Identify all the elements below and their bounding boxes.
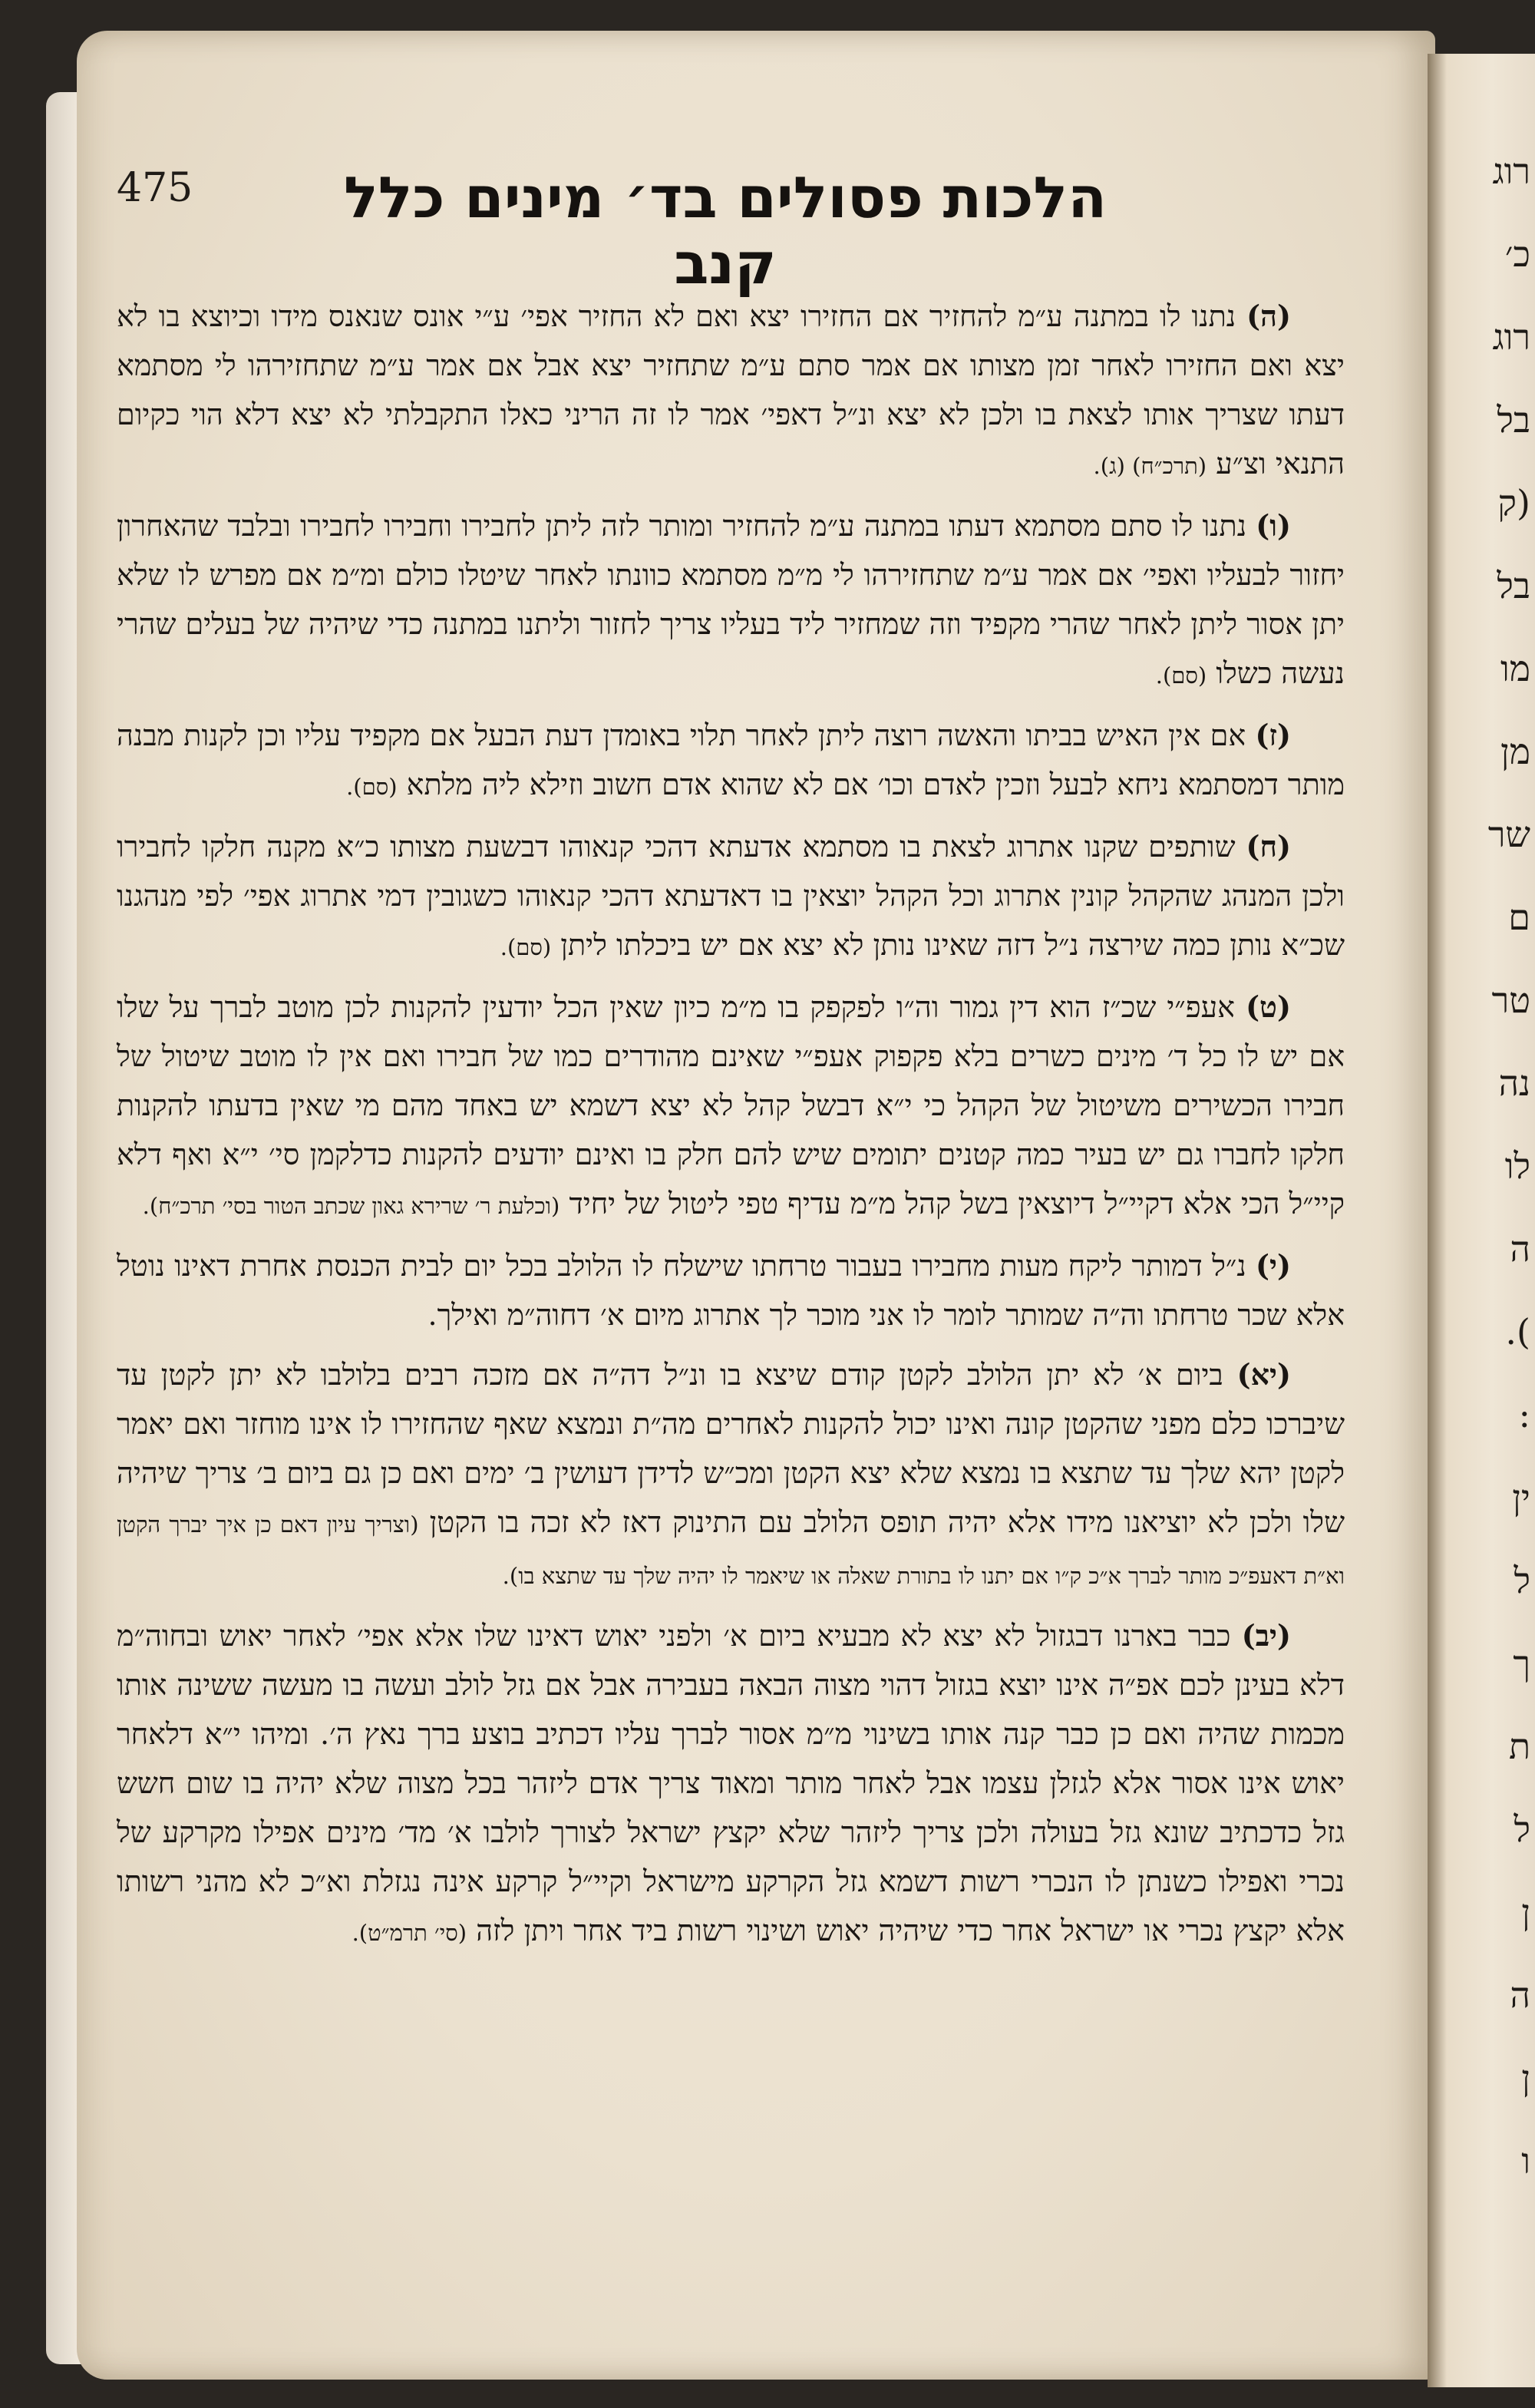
paragraph-mark: (יב) [1241, 1618, 1291, 1653]
paragraph-mark: (י) [1256, 1248, 1291, 1283]
facing-page-fragment: טר [1491, 979, 1530, 1021]
facing-page-fragment: מן [1500, 731, 1530, 772]
facing-page-edge [1428, 54, 1535, 2387]
facing-page-fragment: כ׳ [1504, 233, 1530, 275]
facing-page-fragment: בל [1497, 399, 1530, 441]
paragraph [117, 822, 1345, 972]
facing-page-fragment: (ק [1497, 482, 1530, 524]
paragraph-text: נ״ל דמותר ליקח מעות מחבירו בעבור טרחתו שישלח לו הלולב בכל יום לבית הכנסת אחרת דאינו נוטל אלא שכר טרחתו וה״ה שמותר לומר לו אני מוכר לך אתרוג מיום א׳ דחוה״מ ואילך. [117, 1249, 1345, 1332]
facing-page-fragment: ם [1508, 897, 1530, 938]
facing-page-fragment: שר [1487, 814, 1530, 855]
paragraph-text: נתנו לו סתם מסתמא דעתו במתנה ע״מ להחזיר ומותר לזה ליתן לחבירו וחבירו לחבירו ובלבד שהאחרון יחזור לבעליו ואפי׳ אם אמר ע״מ שתחזירהו לי מ״מ מסתמא כוונתו לאחר שיטלו כולם ומ״מ אם מפרש לו שלא יתן אסור ליתן לאחר שהרי מקפיד וזה שמחזיר ליד בעליו צריך לחזור וליתנו במתנה כדי שיהיה של בעלים שהרי נעשה כשלו [117, 509, 1345, 690]
facing-page-fragment: ך [1513, 1643, 1530, 1684]
paragraph-mark: (יא) [1236, 1357, 1291, 1392]
facing-page-fragment: ין [1512, 1477, 1530, 1518]
paragraph-mark: (ט) [1246, 989, 1291, 1024]
paragraph-mark: (ז) [1255, 718, 1291, 752]
facing-page-fragment: רוג [1492, 316, 1530, 358]
paragraph-text: אעפ״י שכ״ז הוא דין גמור וה״ו לפקפק בו מ״מ כיון שאין הכל יודעין להקנות לכן מוטב לברך על שלו אם יש לו כל ד׳ מינים כשרים בלא פקפוק אעפ״י שאינם מהודרים כמו של חבירו ואם אין לו מוטב שיטול של חבירו הכשירים משיטול של הקהל כי י״א דבשל קהל לא יצא דשמא יש באחד מהם מי שאין בדעתו להקנות חלקו לחברו גם יש בעיר כמה קטנים יתומים שיש להם חלק בו ואינם יודעים להקנות כדלקמן סי׳ י״א ואף דלא קיי״ל הכי אלא דקיי״ל דיוצאין בשל קהל מ״מ עדיף טפי ליטול של יחיד [117, 990, 1345, 1221]
facing-page-fragment: רוג [1492, 150, 1530, 192]
running-head: הלכות פסולים בד׳ מינים כלל קנב [343, 165, 1108, 297]
source-note: (סם). [1155, 662, 1207, 689]
facing-page-fragment: ל [1514, 1560, 1530, 1601]
facing-page-fragment: לו [1504, 1145, 1530, 1187]
facing-page-fragment: ל [1514, 1808, 1530, 1850]
paragraph [117, 1350, 1345, 1600]
source-note: (סם). [500, 934, 552, 960]
page-number: 475 [117, 165, 193, 211]
facing-page-fragment: ן [1521, 1891, 1530, 1933]
paragraph-text: אם אין האיש בביתו והאשה רוצה ליתן לאחר תלוי באומדן דעת הבעל אם מקפיד עליו וכן לקנות מבנה מותר דמסתמא ניחא לבעל וזכין לאדם וכו׳ אם לא שהוא אדם חשוב וזילא ליה מלתא [117, 718, 1345, 801]
facing-page-fragment: ו [1521, 2140, 1530, 2182]
facing-page-fragment: ). [1505, 1311, 1530, 1353]
paragraph-mark: (ו) [1256, 508, 1291, 543]
paragraph [117, 711, 1345, 811]
source-note: (סם). [346, 774, 398, 800]
paragraph-text: שותפים שקנו אתרוג לצאת בו מסתמא אדעתא דהכי קנאוהו דבשעת מצותו כ״א מקנה חלקו לחבירו ולכן המנהג שהקהל קונין אתרוג וכל הקהל יוצאין בו דאדעתא דהכי קנאוהו כשגובין דמי אתרוג אפי׳ לפי מנהגנו שכ״א נותן כמה שירצה נ״ל דזה שאינו נותן לא יצא אם יש ביכלתו ליתן [117, 830, 1345, 962]
paragraph-text: נתנו לו במתנה ע״מ להחזיר אם החזירו יצא ואם לא החזיר אפי׳ ע״י אונס שנאנס מידו וכיוצא בו לא יצא ואם החזירו לאחר זמן מצותו אם אמר סתם ע״מ שתחזיר יצא אבל אם אמר ע״מ שתחזירהו לי מסתמא דעתו שצריך אותו לצאת בו ולכן לא יצא ונ״ל דאפי׳ אמר לו זה הריני כאלו התקבלתי לא יצא דלא הוי כקיום התנאי וצ״ע [117, 299, 1345, 481]
source-note: (וצריך עיון דאם כן איך יברך הקטן וא״ת דאעפ״כ מותר לברך א״כ ק״ו אם יתנו לו בתורת שאלה או שיאמר לו יהיה שלך עד שתצא בו). [117, 1511, 1345, 1589]
facing-page-fragment: נה [1498, 1062, 1530, 1104]
paragraph-text: ביום א׳ לא יתן הלולב לקטן קודם שיצא בו ונ״ל דה״ה אם מזכה רבים בלולבו לא יתן לקטן עד שיברכו כלם מפני שהקטן קונה ואינו יכול להקנות לאחרים מה״ת ונמצא שאף שהחזירו לו אינו מוחזר ואם יאמר לקטן יהא שלך עד שתצא בו נמצא שלא יצא הקטן ומכ״ש לדידן דעושין ב׳ ימים ואם כן גם ביום ב׳ צריך שיהיה שלו ולכן לא יוציאנו מידו אלא יהיה תופס הלולב עם התינוק דאז לא זכה בו הקטן [117, 1358, 1345, 1539]
facing-page-fragment: ה [1510, 1974, 1530, 2016]
facing-page-fragment: ה [1510, 1228, 1530, 1270]
paragraph-mark: (ח) [1246, 829, 1291, 864]
facing-page-fragment: : [1518, 1394, 1530, 1435]
facing-page-fragment: בל [1497, 565, 1530, 606]
source-note: (תרכ״ח) (ג). [1093, 453, 1207, 479]
source-note: (וכלעת ר׳ שרירא גאון שכתב הטור בסי׳ תרכ״ח). [142, 1193, 560, 1219]
facing-page-fragment: מו [1500, 648, 1530, 689]
paragraph [117, 501, 1345, 700]
paragraph [117, 983, 1345, 1230]
paragraph [117, 292, 1345, 491]
paragraph [117, 1611, 1345, 1957]
source-note: (סי׳ תרמ״ט). [352, 1920, 467, 1946]
paragraph-mark: (ה) [1246, 299, 1291, 333]
paragraph [117, 1241, 1345, 1339]
body-text [117, 292, 1345, 1968]
paragraph-text: כבר בארנו דבגזול לא יצא לא מבעיא ביום א׳ ולפני יאוש דאינו שלו אלא אפי׳ לאחר יאוש ובחוה״מ דלא בעינן לכם אפ״ה אינו יוצא בגזול דהוי מצוה הבאה בעבירה אבל אם גזל לולב ועשה בו מעשה ששינה אותו מכמות שהיה ואם כן כבר קנה אותו בשינוי מ״מ אסור לברך עליו דכתיב בוצע ברך נאץ ה׳. ומיהו י״א דלאחר יאוש אינו אסור אלא לגזלן עצמו אבל לאחר מותר ומאוד צריך אדם ליזהר בכל מצוה שלא יהיה בו שום חשש גזל כדכתיב שונא גזל בעולה ולכן צריך ליזהר שלא יקצץ ישראל לצורך לולבו א׳ מד׳ מינים אפילו מקרקע של נכרי ואפילו כשנתן לו הנכרי רשות דשמא גזל הקרקע מישראל וקיי״ל קרקע אינה נגזלת וא״כ לא מהני רשותו אלא יקצץ נכרי או ישראל אחר כדי שיהיה יאוש ושינוי רשות ביד אחר ויתן לזה [117, 1619, 1345, 1947]
facing-page-fragment: ן [1521, 2057, 1530, 2099]
facing-page-fragment: ת [1508, 1726, 1530, 1767]
